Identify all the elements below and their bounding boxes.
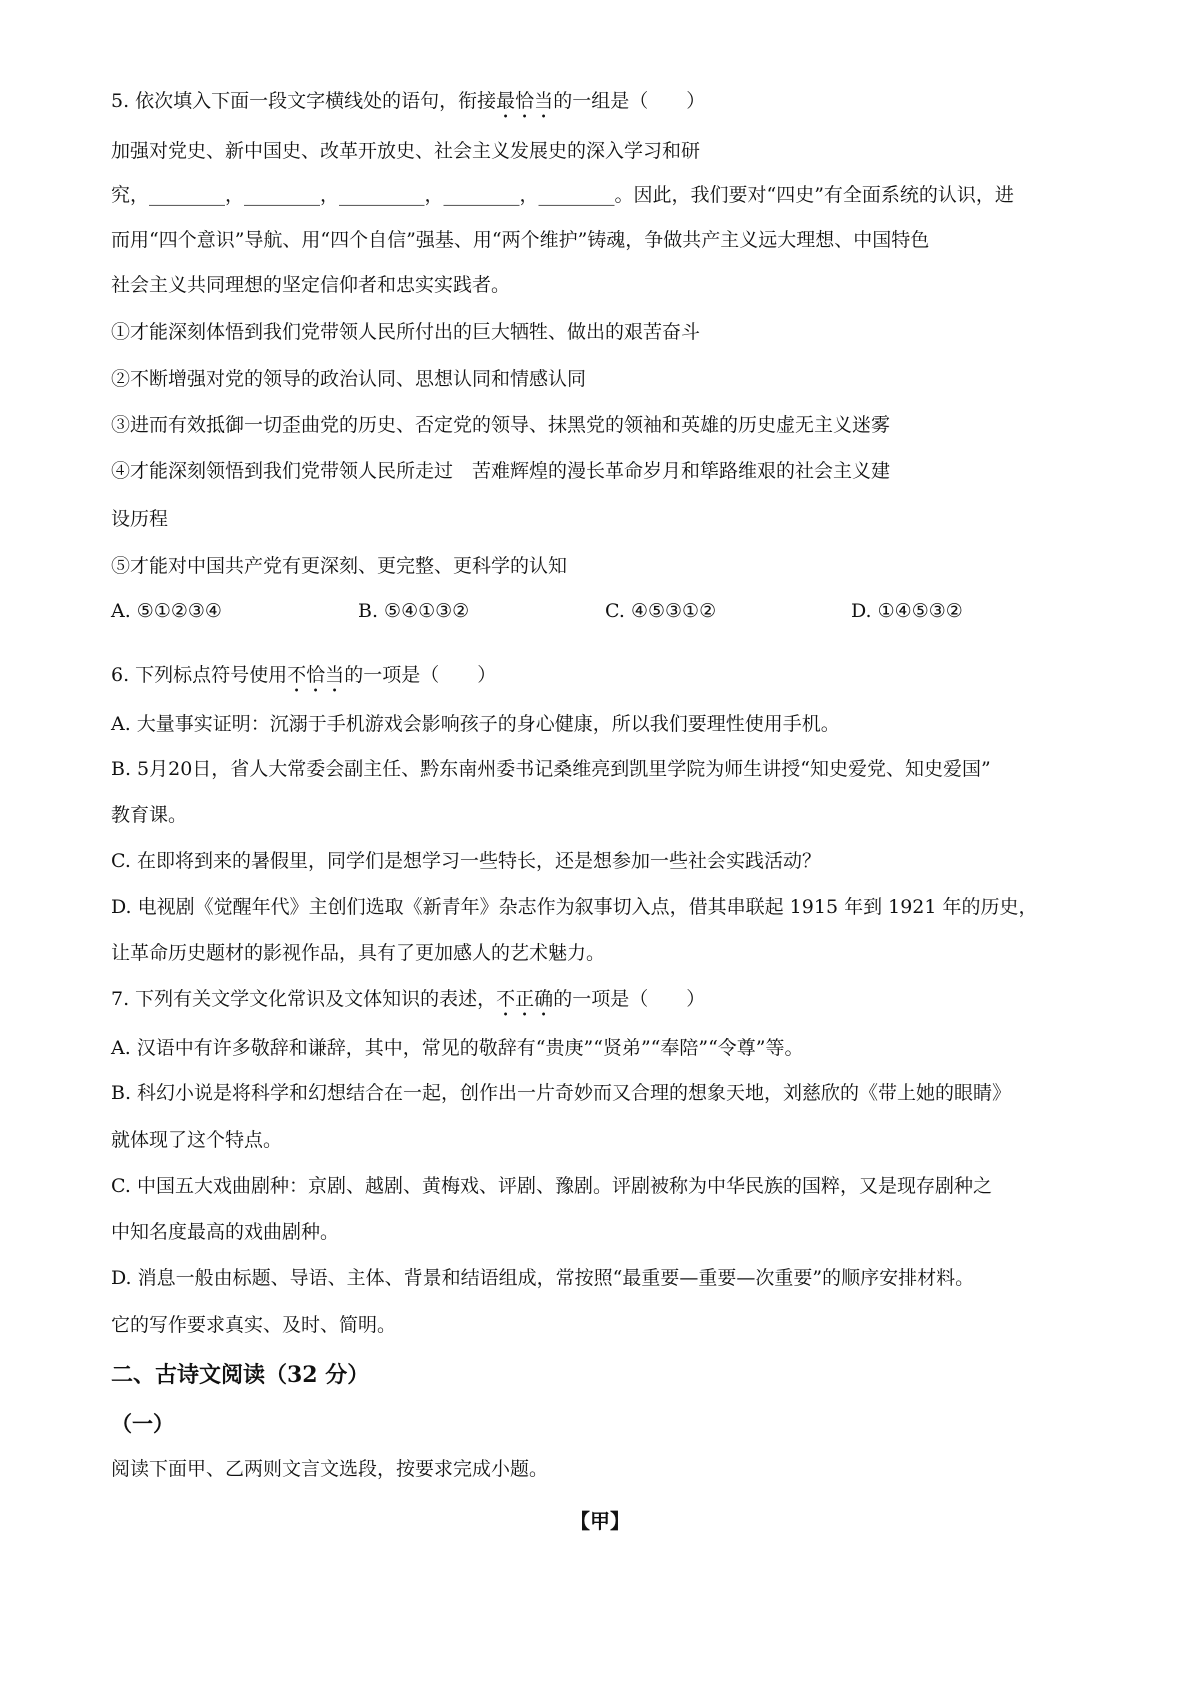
- section-2-heading: 二、古诗文阅读（32 分）: [111, 1362, 370, 1388]
- q6-title-post: 的一项是（ ）: [344, 664, 497, 686]
- q7-option-d-line-2: 它的写作要求真实、及时、简明。: [111, 1314, 397, 1336]
- q7-option-b-line-1: B. 科幻小说是将科学和幻想结合在一起，创作出一片奇妙而又合理的想象天地，刘慈欣的《带上她的眼睛》: [111, 1082, 1012, 1104]
- q5-title-post: 的一组是（ ）: [553, 90, 706, 112]
- q6-option-d-line-2: 让革命历史题材的影视作品，具有了更加感人的艺术魅力。: [111, 942, 606, 964]
- q7-title-emphasis: 不正确: [496, 988, 554, 1010]
- section-2-subheading: （一）: [111, 1411, 174, 1436]
- q6-option-b-line-2: 教育课。: [111, 804, 188, 826]
- q5-item-1: ①才能深刻体悟到我们党带领人民所付出的巨大牺牲、做出的艰苦奋斗: [111, 321, 701, 343]
- q5-item-5: ⑤才能对中国共产党有更深刻、更完整、更科学的认知: [111, 555, 568, 577]
- q5-passage-line-2: 究，________，________，_________，________，________。因此，我们要对“四史”有全面系统的认识，进: [111, 184, 1014, 206]
- q7-option-a: A. 汉语中有许多敬辞和谦辞，其中，常见的敬辞有“贵庚”“贤弟”“奉陪”“令尊”等。: [111, 1037, 804, 1059]
- q5-passage-line-4: 社会主义共同理想的坚定信仰者和忠实实践者。: [111, 274, 511, 296]
- section-2-instruction: 阅读下面甲、乙两则文言文选段，按要求完成小题。: [111, 1458, 549, 1480]
- q5-passage-line-3: 而用“四个意识”导航、用“四个自信”强基、用“两个维护”铸魂，争做共产主义远大理想、中国特色: [111, 229, 930, 251]
- q5-option-b: B. ⑤④①③②: [358, 600, 470, 622]
- q5-options: [111, 600, 1011, 626]
- passage-label-jia: 【甲】: [570, 1509, 630, 1533]
- q7-title: [111, 986, 705, 1021]
- q5-title-emphasis: 最恰当: [496, 90, 554, 112]
- q5-option-c: C. ④⑤③①②: [605, 600, 717, 622]
- q7-option-c-line-1: C. 中国五大戏曲剧种：京剧、越剧、黄梅戏、评剧、豫剧。评剧被称为中华民族的国粹，又是现存剧种之: [111, 1175, 992, 1197]
- q7-option-b-line-2: 就体现了这个特点。: [111, 1129, 283, 1151]
- q6-title-pre: 6. 下列标点符号使用: [111, 664, 288, 686]
- q5-option-a: A. ⑤①②③④: [111, 600, 222, 622]
- q6-title-emphasis: 不恰当: [287, 664, 345, 686]
- q6-option-d-line-1: D. 电视剧《觉醒年代》主创们选取《新青年》杂志作为叙事切入点，借其串联起 1915 年到 1921 年的历史，: [111, 896, 1038, 918]
- q7-title-pre: 7. 下列有关文学文化常识及文体知识的表述，: [111, 988, 497, 1010]
- q6-option-c: C. 在即将到来的暑假里，同学们是想学习一些特长，还是想参加一些社会实践活动？: [111, 850, 821, 872]
- q5-title-pre: 5. 依次填入下面一段文字横线处的语句，衔接: [111, 90, 497, 112]
- q5-item-2: ②不断增强对党的领导的政治认同、思想认同和情感认同: [111, 368, 587, 390]
- q5-passage-line-1: 加强对党史、新中国史、改革开放史、社会主义发展史的深入学习和研: [111, 140, 701, 162]
- q5-item-3: ③进而有效抵御一切歪曲党的历史、否定党的领导、抹黑党的领袖和英雄的历史虚无主义迷雾: [111, 414, 891, 436]
- q7-title-post: 的一项是（ ）: [553, 988, 706, 1010]
- q7-option-c-line-2: 中知名度最高的戏曲剧种。: [111, 1221, 340, 1243]
- q5-option-d: D. ①④⑤③②: [851, 600, 963, 622]
- q7-option-d-line-1: D. 消息一般由标题、导语、主体、背景和结语组成，常按照“最重要—重要—次重要”的顺序安排材料。: [111, 1267, 975, 1289]
- q5-title: [111, 88, 705, 123]
- q5-item-4-line-1: ④才能深刻领悟到我们党带领人民所走过 苦难辉煌的漫长革命岁月和筚路维艰的社会主义建: [111, 460, 891, 482]
- q6-option-a: A. 大量事实证明：沉溺于手机游戏会影响孩子的身心健康，所以我们要理性使用手机。: [111, 713, 840, 735]
- q6-option-b-line-1: B. 5月20日，省人大常委会副主任、黔东南州委书记桑维亮到凯里学院为师生讲授“知史爱党、知史爱国”: [111, 758, 991, 780]
- q5-item-4-line-2: 设历程: [111, 508, 169, 530]
- q6-title: [111, 662, 496, 697]
